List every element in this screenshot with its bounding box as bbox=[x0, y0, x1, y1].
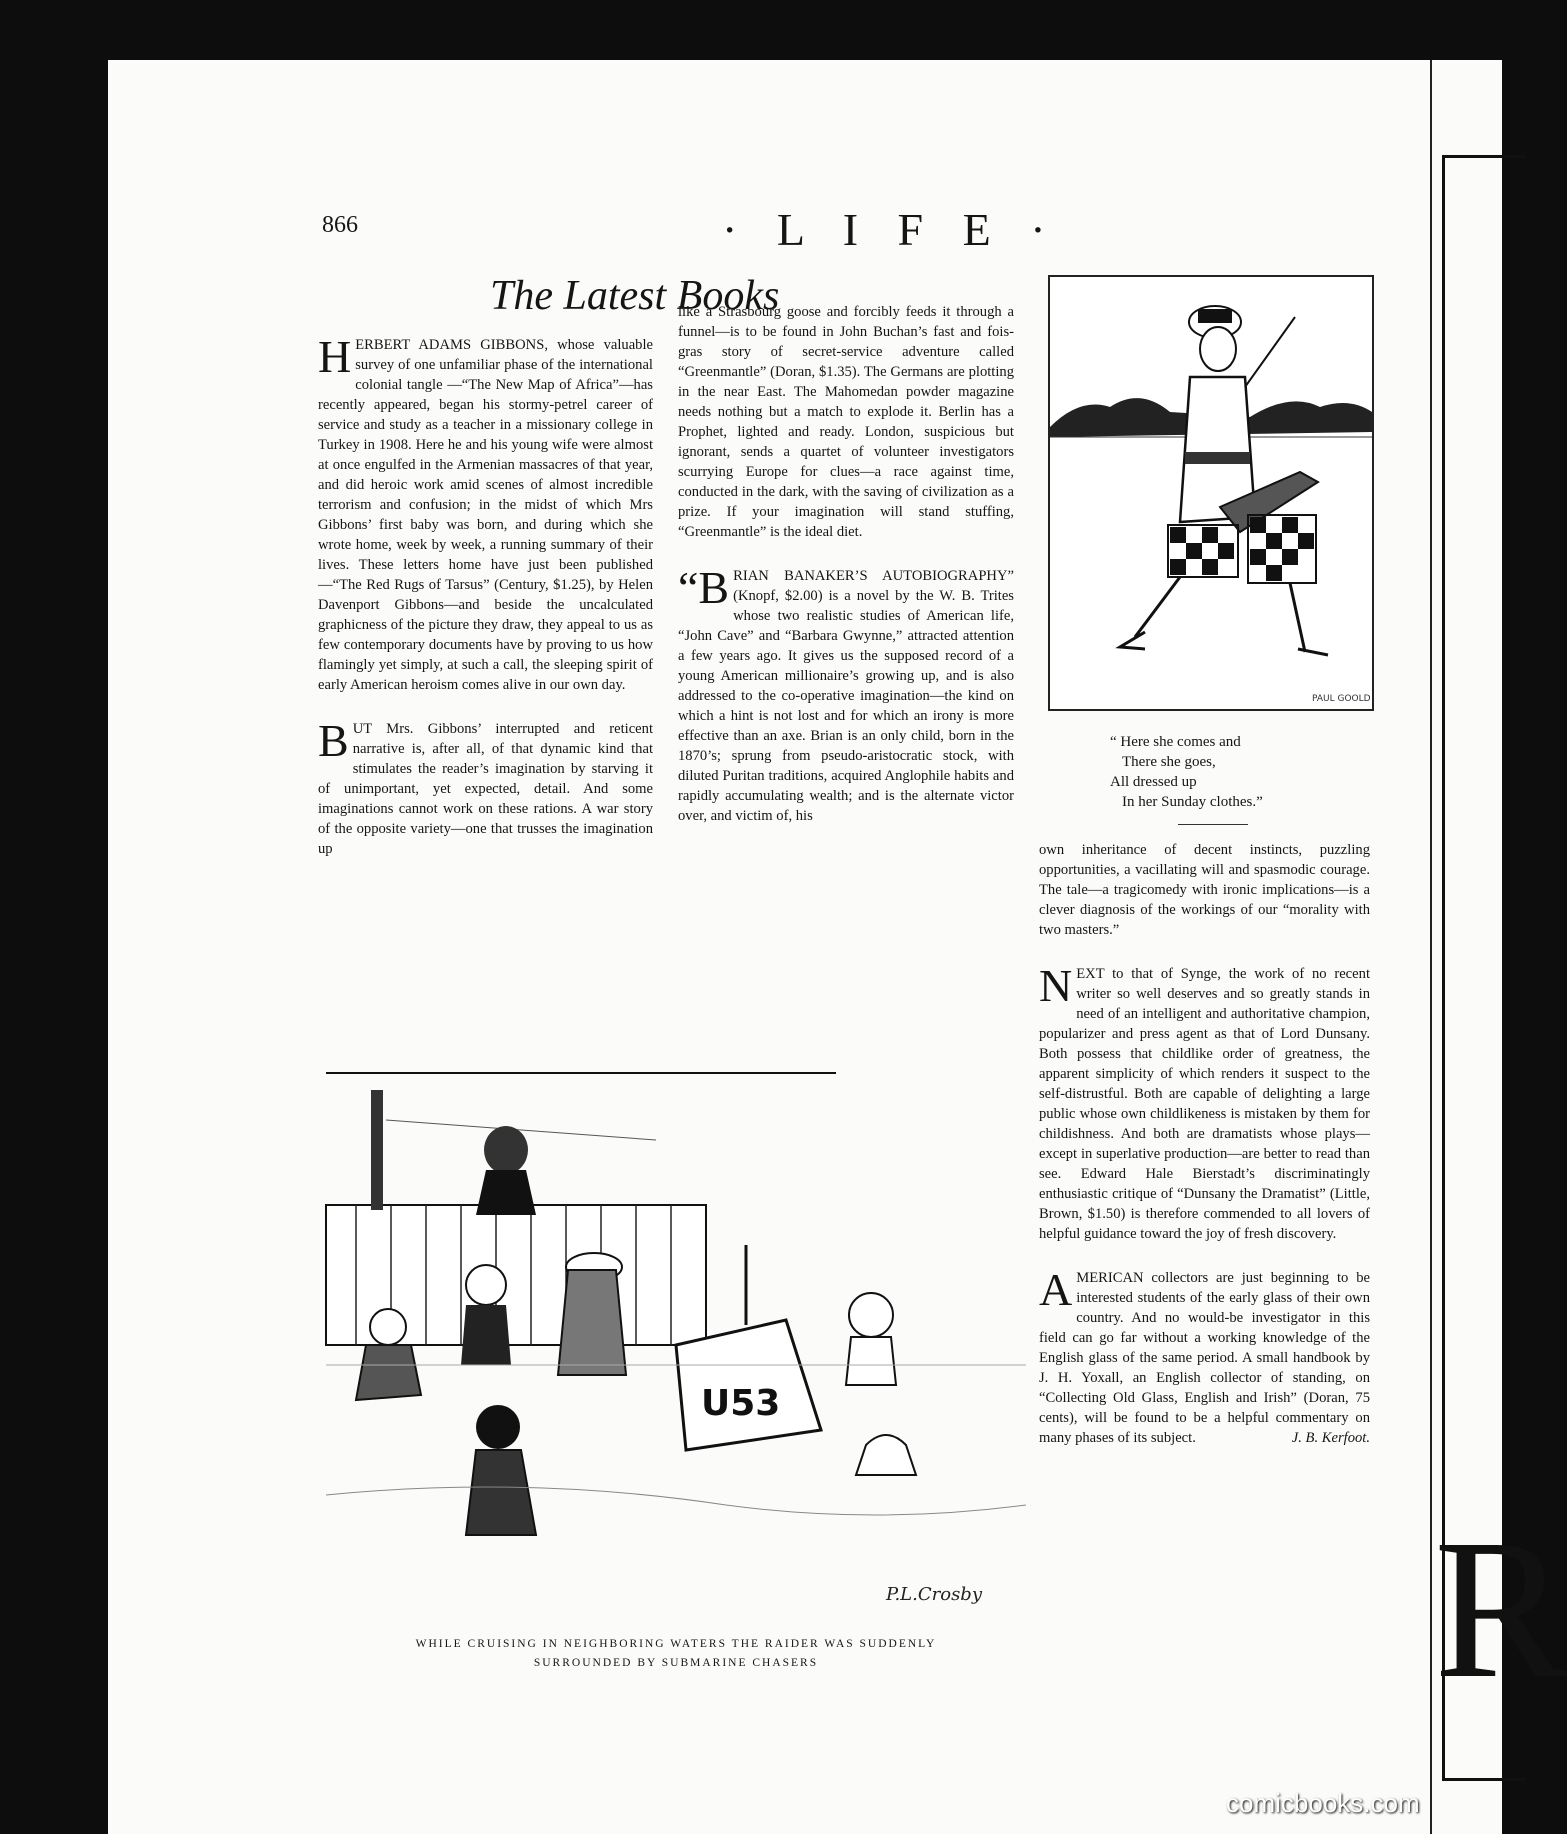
cartoon-drawing bbox=[326, 1065, 1026, 1615]
poem-line: There she goes, bbox=[1122, 754, 1216, 770]
drop-cap: B bbox=[318, 715, 349, 766]
paragraph-text: UT Mrs. Gibbons’ interrupted and reticent narrative is, after all, of that dynamic kind that stimulates the reader’s imagination by starving it of unimportant, yet expected, detail. And some imaginations cannot work on these rations. A war story of the opposite variety—one that trusses the imagination up bbox=[318, 721, 653, 857]
column-1 bbox=[318, 331, 653, 859]
submarine-label: U53 bbox=[701, 1383, 781, 1424]
submarine-cartoon bbox=[326, 1065, 1026, 1615]
masthead: · L I F E · bbox=[722, 204, 1060, 255]
paragraph-banaker bbox=[678, 562, 1014, 826]
paragraph-text: like a Strasbourg goose and forcibly feeds it through a funnel—is to be found in John Buchan’s fast and fois-gras story of secret-service adventure called “Greenmantle” (Doran, $1.35). The Germans are plotting in the near East. The Mahomedan powder magazine needs nothing but a match to explode it. Berlin has a Prophet, lighted and ready. London, suspicious but ignorant, sends a quartet of volunteer investigators scurrying Europe for clues—a race against time, conducted in the dark, with the saving of civilization as a prize. If your imagination will stand stuffing, “Greenmantle” is the ideal diet. bbox=[678, 304, 1014, 540]
author-signature: J. B. Kerfoot. bbox=[1291, 1430, 1370, 1446]
divider-rule bbox=[1178, 824, 1248, 825]
paragraph-text: own inheritance of decent instincts, puzzling opportunities, a vacillating will and spasmodic courage. The tale—a tragicomedy with ironic implications—is a clever diagnosis of the workings of our “morality with two masters.” bbox=[1039, 842, 1370, 938]
caption-line: SURROUNDED BY SUBMARINE CHASERS bbox=[533, 1657, 819, 1669]
paragraph-gibbons-2 bbox=[318, 715, 653, 859]
paragraph-gibbons bbox=[318, 331, 653, 695]
paragraph-text: EXT to that of Synge, the work of no recent writer so well deserves and so greatly stands in need of an intelligent and authoritative champion, popularizer and press agent as that of Lord Dunsany. Both possess that childlike order of greatness, the apparent simplicity of which renders it suspect to the self-distrustful. Both are capable of delighting a large public whose own childlikeness is mistaken by them for childishness. And both are dramatists whose plays—except in superlative production—are better to read than see. Edward Hale Bierstadt’s discriminatingly enthusiastic critique of “Dunsany the Dramatist” (Little, Brown, $1.50) is therefore commended to all lovers of helpful guidance toward the joy of fresh discovery. bbox=[1039, 966, 1370, 1242]
drop-cap: “B bbox=[678, 562, 730, 613]
page-number: 866 bbox=[322, 212, 358, 238]
paragraph-text: ERBERT ADAMS GIBBONS, whose valuable survey of one unfamiliar phase of the international colonial tangle —“The New Map of Africa”—has recently appeared, began his stormy-petrel career of service and study as a teacher in a missionary college in Turkey in 1908. Here he and his young wife were almost at once engulfed in the Armenian massacres of that year, and did heroic work amid scenes of almost incredible terrorism and confusion; in the midst of which Mrs Gibbons’ first baby was born, and during which she wrote home, week by week, a running summary of their lives. These letters home have just been published—“The Red Rugs of Tarsus” (Century, $1.25), by Helen Davenport Gibbons—and beside the uncalculated graphicness of the picture they draw, they appeal to us as few contemporary documents have by proving to us how flamingly yet simply, at such a call, the sleeping spirit of early American heroism comes alive in our own day. bbox=[318, 337, 653, 693]
cartoon-artist-signature: P.L.Crosby bbox=[886, 1584, 983, 1605]
golfer-illustration bbox=[1048, 275, 1374, 711]
watermark: comicbooks.com bbox=[1226, 1788, 1420, 1818]
paragraph-text: MERICAN collectors are just beginning to be interested students of the early glass of their own country. And no would-be investigator in this field can go far without a working knowledge of the English glass of the same period. A small handbook by J. H. Yoxall, an English collector of standing, on “Collecting Old Glass, English and Irish” (Doran, 75 cents), will be found to be a helpful commentary on many phases of its subject. bbox=[1039, 1270, 1370, 1446]
section-title: The Latest Books bbox=[490, 273, 780, 319]
drop-cap: N bbox=[1039, 960, 1073, 1011]
caption-line: WHILE CRUISING IN NEIGHBORING WATERS THE RAIDER WAS SUDDENLY bbox=[415, 1638, 937, 1650]
paragraph-glass bbox=[1039, 1264, 1370, 1448]
paragraph-dunsany bbox=[1039, 960, 1370, 1244]
golfer-drawing bbox=[1050, 277, 1372, 709]
paragraph-banaker-cont bbox=[1039, 840, 1370, 940]
column-2 bbox=[678, 302, 1014, 826]
paragraph-text: RIAN BANAKER’S AUTOBIOGRAPHY” (Knopf, $2.00) is a novel by the W. B. Trites whose two realistic studies of American life, “John Cave” and “Barbara Gwynne,” attracted attention a few years ago. It gives us the supposed record of a young American millionaire’s growing up, and is also addressed to the co-operative imagination—the kind on which a hint is not lost and for which an irony is more effective than an axe. Brian is an only child, born in the 1870’s; sprung from pseudo-aristocratic stock, with diluted Puritan traditions, acquired Anglophile habits and rapidly accumulating wealth; and is the alternate victor over, and victim of, his bbox=[678, 568, 1014, 824]
poem-caption bbox=[1110, 732, 1263, 812]
column-3 bbox=[1039, 840, 1370, 1448]
paragraph-greenmantle bbox=[678, 302, 1014, 542]
adjacent-page-edge bbox=[1430, 60, 1567, 1834]
cartoon-caption bbox=[326, 1635, 1026, 1673]
poem-line: “ Here she comes and bbox=[1110, 734, 1241, 750]
drop-cap: H bbox=[318, 331, 352, 382]
golfer-artist-signature: PAUL GOOLD bbox=[1312, 694, 1371, 704]
drop-cap: A bbox=[1039, 1264, 1073, 1315]
adjacent-page-letter: R bbox=[1434, 1499, 1567, 1720]
poem-line: All dressed up bbox=[1110, 774, 1197, 790]
poem-line: In her Sunday clothes.” bbox=[1122, 794, 1263, 810]
